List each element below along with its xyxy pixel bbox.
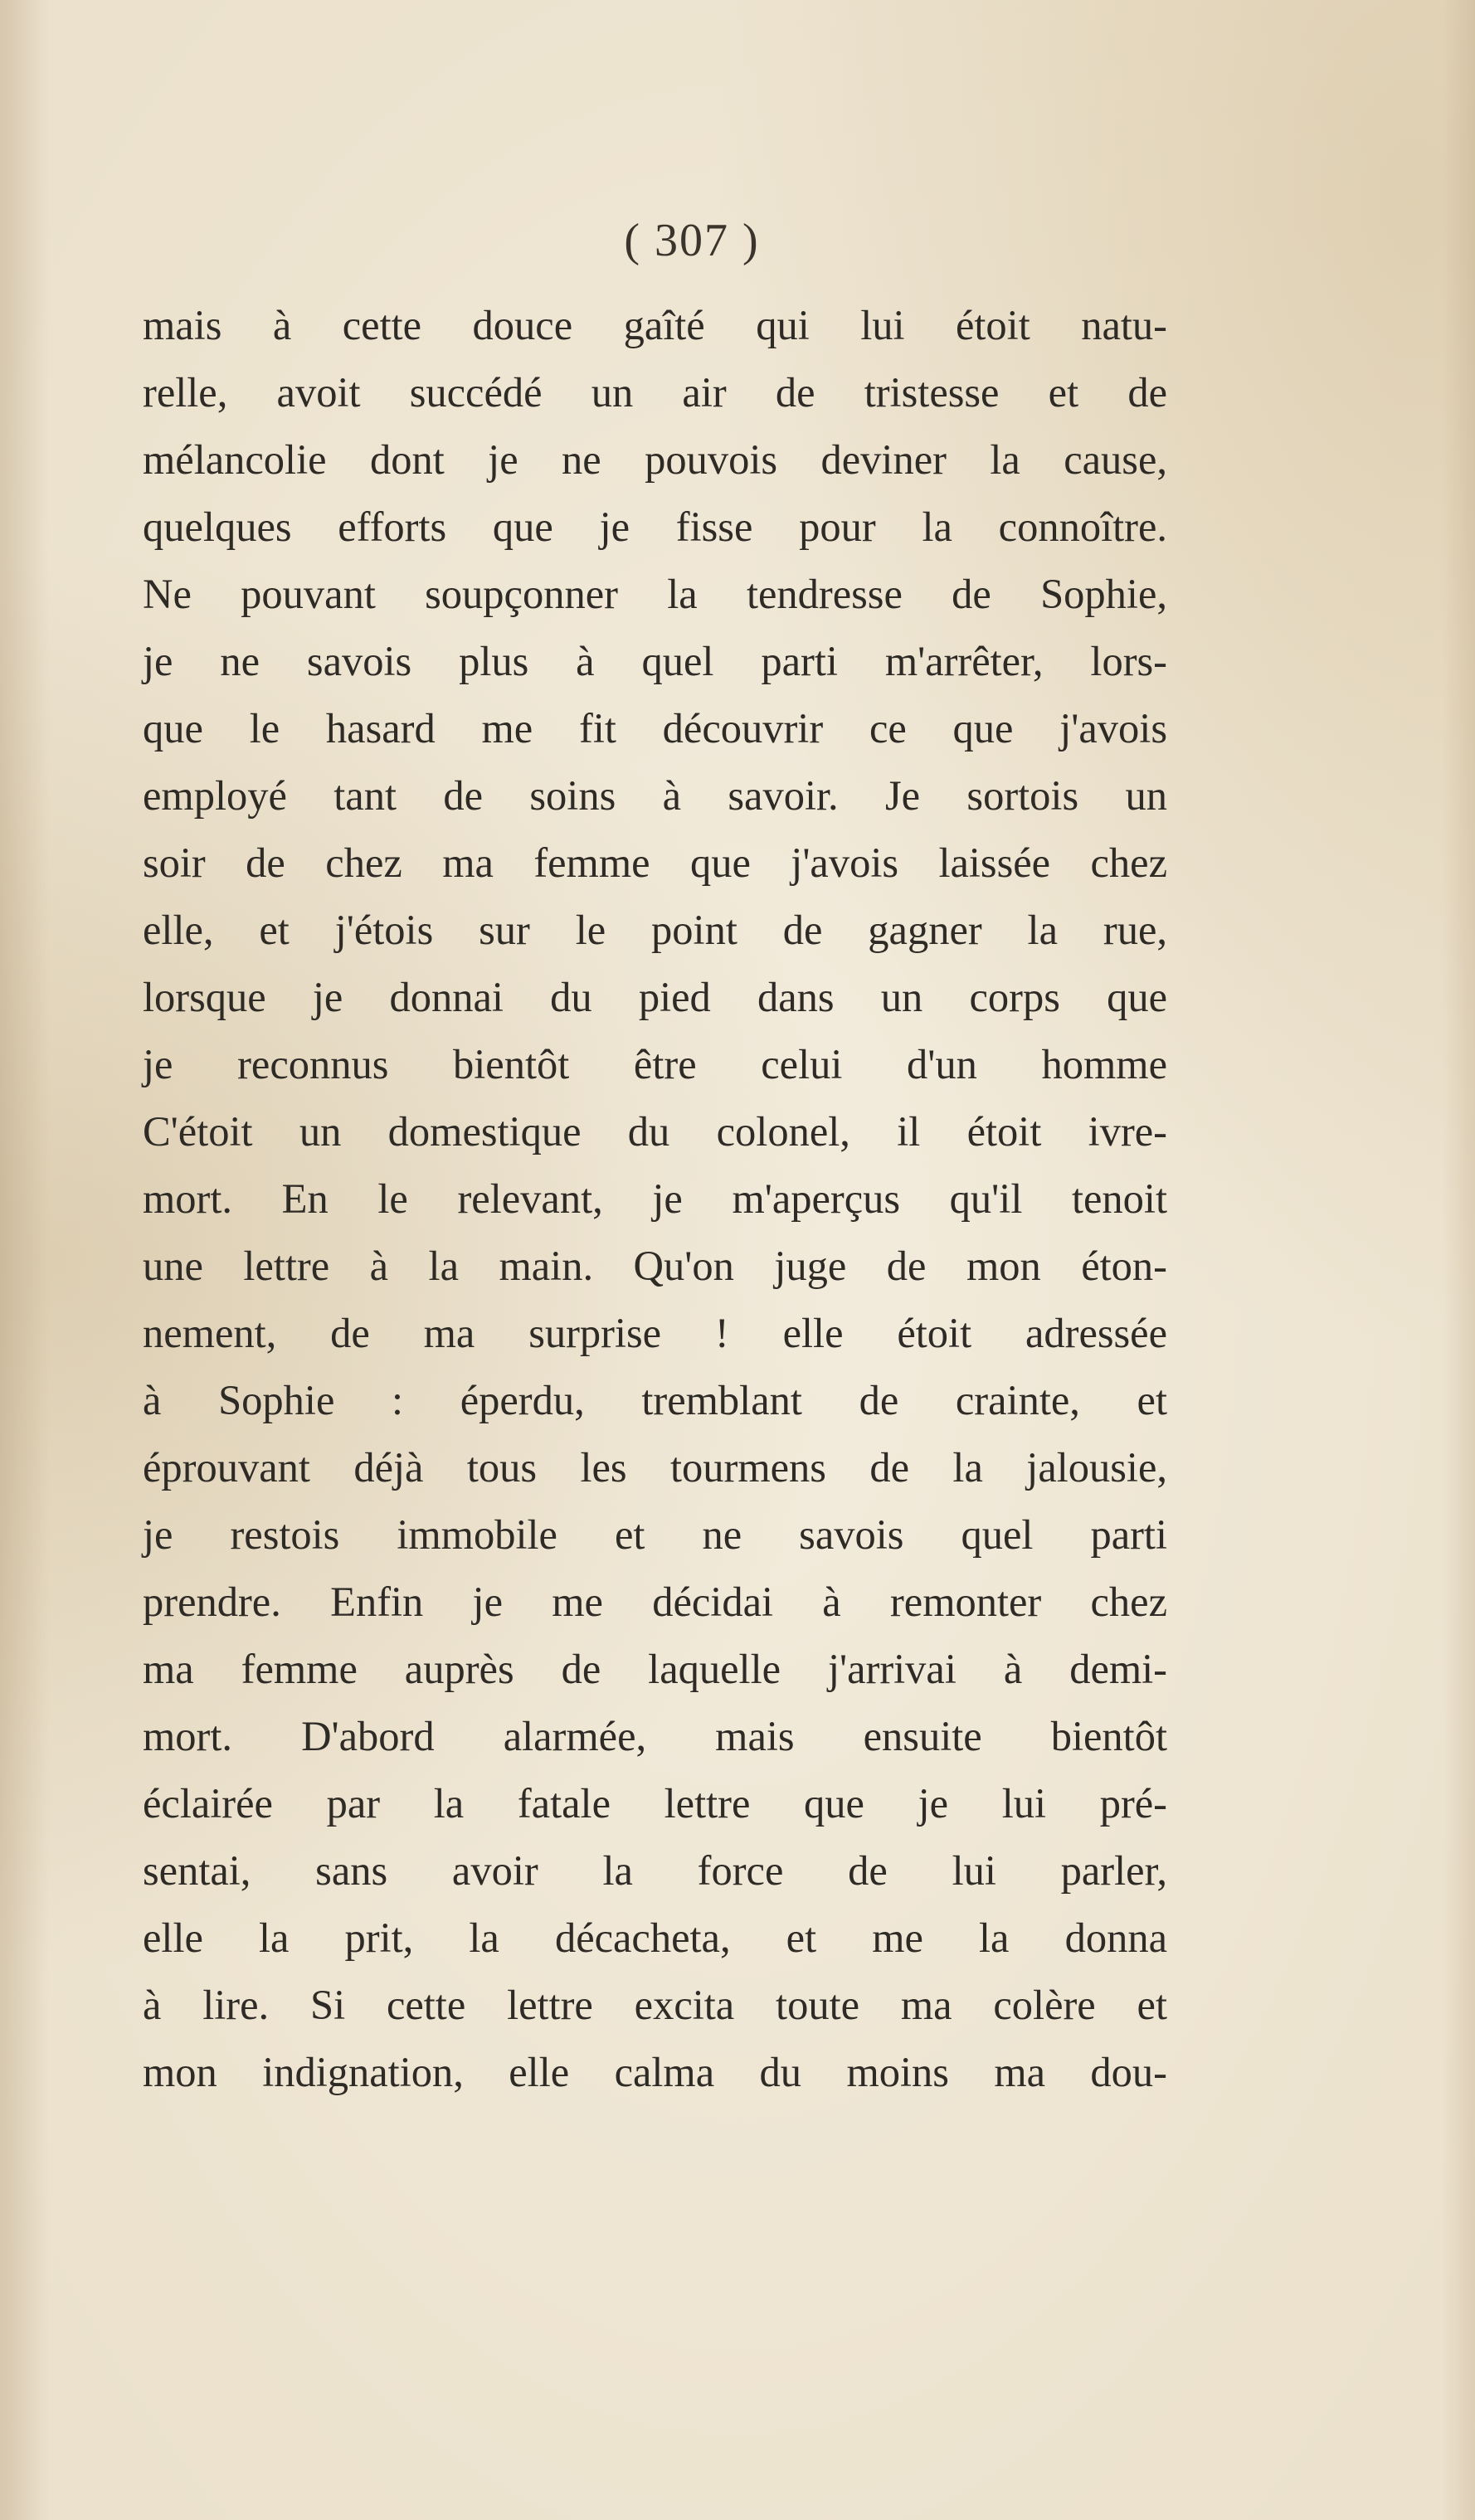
text-line: mort. En le relevant, je m'aperçus qu'il tenoit [143, 1175, 1167, 1222]
text-line: je reconnus bientôt être celui d'un homme [143, 1041, 1167, 1087]
text-line: elle la prit, la décacheta, et me la donna [143, 1914, 1167, 1961]
text-line: ma femme auprès de laquelle j'arrivai à demi- [143, 1646, 1167, 1692]
text-line: mais à cette douce gaîté qui lui étoit natu- [143, 302, 1167, 348]
text-line: prendre. Enfin je me décidai à remonter chez [143, 1579, 1167, 1625]
text-line: mort. D'abord alarmée, mais ensuite bientôt [143, 1713, 1167, 1759]
text-line: je restois immobile et ne savois quel parti [143, 1511, 1167, 1558]
text-line: à Sophie : éperdu, tremblant de crainte, et [143, 1377, 1167, 1423]
text-line: Ne pouvant soupçonner la tendresse de Sophie, [143, 571, 1167, 617]
text-line: mélancolie dont je ne pouvois deviner la cause, [143, 436, 1167, 483]
text-line: lorsque je donnai du pied dans un corps que [143, 974, 1167, 1020]
text-line: mon indignation, elle calma du moins ma dou- [143, 2049, 1167, 2095]
text-line: éclairée par la fatale lettre que je lui pré- [143, 1780, 1167, 1827]
page-number: ( 307 ) [624, 215, 760, 266]
text-line: nement, de ma surprise ! elle étoit adressée [143, 1310, 1167, 1356]
page-edge-shadow-left [0, 0, 50, 2520]
text-line: une lettre à la main. Qu'on juge de mon éton- [143, 1243, 1167, 1289]
text-line: relle, avoit succédé un air de tristesse et de [143, 369, 1167, 416]
body-text [143, 292, 1167, 2106]
text-line: sentai, sans avoir la force de lui parler, [143, 1847, 1167, 1894]
text-line: à lire. Si cette lettre excita toute ma colère et [143, 1982, 1167, 2028]
text-line: quelques efforts que je fisse pour la connoître. [143, 504, 1167, 550]
text-line: soir de chez ma femme que j'avois laissée chez [143, 839, 1167, 886]
page-edge-shadow-right [1442, 0, 1475, 2520]
text-line: que le hasard me fit découvrir ce que j'avois [143, 705, 1167, 752]
text-line: éprouvant déjà tous les tourmens de la jalousie, [143, 1444, 1167, 1491]
text-line: employé tant de soins à savoir. Je sortois un [143, 772, 1167, 819]
text-line: C'étoit un domestique du colonel, il étoit ivre- [143, 1108, 1167, 1155]
text-line: elle, et j'étois sur le point de gagner la rue, [143, 907, 1167, 953]
text-line: je ne savois plus à quel parti m'arrêter, lors- [143, 638, 1167, 684]
